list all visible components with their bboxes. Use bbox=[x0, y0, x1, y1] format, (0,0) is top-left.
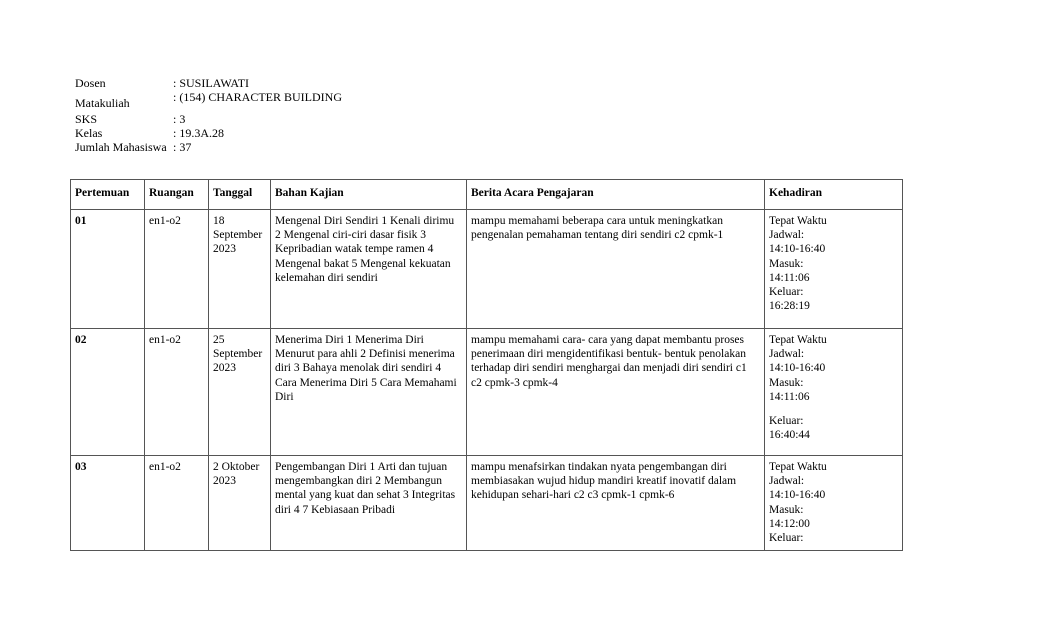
header-tanggal: Tanggal bbox=[209, 180, 271, 210]
cell-tanggal: 2 Oktober 2023 bbox=[209, 456, 271, 551]
cell-berita-acara: mampu memahami cara- cara yang dapat membantu proses penerimaan diri mengidentifikasi bentuk- bentuk penolakan terhadap diri sendiri menghargai dan menjadi diri sendiri c1 c2 cpmk-3 cpmk-4 bbox=[467, 329, 765, 456]
keluar-label: Keluar: bbox=[769, 286, 804, 299]
cell-tanggal: 18 September 2023 bbox=[209, 210, 271, 329]
cell-tanggal: 25 September 2023 bbox=[209, 329, 271, 456]
jadwal-value: 14:10-16:40 bbox=[769, 362, 826, 375]
kehadiran-status: Tepat Waktu bbox=[769, 461, 827, 473]
kelas-value: : 19.3A.28 bbox=[173, 126, 224, 140]
jadwal-label: Jadwal: bbox=[769, 348, 805, 361]
dosen-value: : SUSILAWATI bbox=[173, 76, 250, 90]
keluar-label: Keluar: bbox=[769, 415, 804, 428]
spacer bbox=[769, 404, 898, 414]
cell-berita-acara: mampu memahami beberapa cara untuk meningkatkan pengenalan pemahaman tentang diri sendiri c2 cpmk-1 bbox=[467, 210, 765, 329]
keluar-value: 16:40:44 bbox=[769, 429, 810, 442]
matakuliah-label: Matakuliah bbox=[75, 96, 130, 110]
header-ruangan: Ruangan bbox=[145, 180, 209, 210]
cell-ruangan: en1-o2 bbox=[145, 210, 209, 329]
kelas-row bbox=[75, 126, 342, 140]
jumlah-mahasiswa-value: : 37 bbox=[173, 140, 192, 154]
attendance-table bbox=[70, 179, 903, 551]
header-pertemuan: Pertemuan bbox=[71, 180, 145, 210]
header-berita-acara: Berita Acara Pengajaran bbox=[467, 180, 765, 210]
cell-kehadiran bbox=[765, 329, 903, 456]
course-info bbox=[75, 76, 342, 154]
table-row bbox=[71, 456, 903, 551]
sks-label: SKS bbox=[75, 112, 98, 126]
header-bahan-kajian: Bahan Kajian bbox=[271, 180, 467, 210]
cell-pertemuan: 02 bbox=[71, 329, 145, 456]
matakuliah-row bbox=[75, 90, 342, 114]
jumlah-mahasiswa-row bbox=[75, 140, 342, 154]
jadwal-value: 14:10-16:40 bbox=[769, 243, 826, 256]
cell-berita-acara: mampu menafsirkan tindakan nyata pengembangan diri membiasakan wujud hidup mandiri kreatif inovatif dalam kehidupan sehari-hari c2 c3 cpmk-1 cpmk-6 bbox=[467, 456, 765, 551]
jadwal-label: Jadwal: bbox=[769, 229, 805, 242]
cell-pertemuan: 03 bbox=[71, 456, 145, 551]
jumlah-mahasiswa-label: Jumlah Mahasiswa bbox=[75, 140, 167, 154]
cell-ruangan: en1-o2 bbox=[145, 329, 209, 456]
dosen-label: Dosen bbox=[75, 76, 106, 90]
table-header-row bbox=[71, 180, 903, 210]
cell-ruangan: en1-o2 bbox=[145, 456, 209, 551]
table-row bbox=[71, 210, 903, 329]
kehadiran-status: Tepat Waktu bbox=[769, 334, 827, 346]
keluar-value: 16:28:19 bbox=[769, 300, 810, 313]
cell-pertemuan: 01 bbox=[71, 210, 145, 329]
masuk-value: 14:12:00 bbox=[769, 517, 810, 530]
cell-kehadiran bbox=[765, 210, 903, 329]
jadwal-label: Jadwal: bbox=[769, 475, 805, 488]
cell-bahan-kajian: Mengenal Diri Sendiri 1 Kenali dirimu 2 Mengenal ciri-ciri dasar fisik 3 Kepribadian watak tempe ramen 4 Mengenal bakat 5 Mengenal kekuatan kelemahan diri sendiri bbox=[271, 210, 467, 329]
sks-value: : 3 bbox=[173, 112, 186, 126]
kelas-label: Kelas bbox=[75, 126, 103, 140]
keluar-label: Keluar: bbox=[769, 532, 804, 545]
cell-kehadiran bbox=[765, 456, 903, 551]
header-kehadiran: Kehadiran bbox=[765, 180, 903, 210]
cell-bahan-kajian: Pengembangan Diri 1 Arti dan tujuan mengembangkan diri 2 Membangun mental yang kuat dan sehat 3 Integritas diri 4 7 Kebiasaan Pribadi bbox=[271, 456, 467, 551]
matakuliah-value: : (154) CHARACTER BUILDING bbox=[173, 90, 342, 104]
dosen-row bbox=[75, 76, 342, 90]
masuk-value: 14:11:06 bbox=[769, 390, 810, 403]
masuk-label: Masuk: bbox=[769, 376, 804, 389]
sks-row bbox=[75, 112, 342, 126]
cell-bahan-kajian: Menerima Diri 1 Menerima Diri Menurut para ahli 2 Definisi menerima diri 3 Bahaya menolak diri sendiri 4 Cara Menerima Diri 5 Cara Memahami Diri bbox=[271, 329, 467, 456]
masuk-label: Masuk: bbox=[769, 257, 804, 270]
table-row bbox=[71, 329, 903, 456]
masuk-label: Masuk: bbox=[769, 503, 804, 516]
jadwal-value: 14:10-16:40 bbox=[769, 489, 826, 502]
kehadiran-status: Tepat Waktu bbox=[769, 215, 827, 227]
masuk-value: 14:11:06 bbox=[769, 271, 810, 284]
